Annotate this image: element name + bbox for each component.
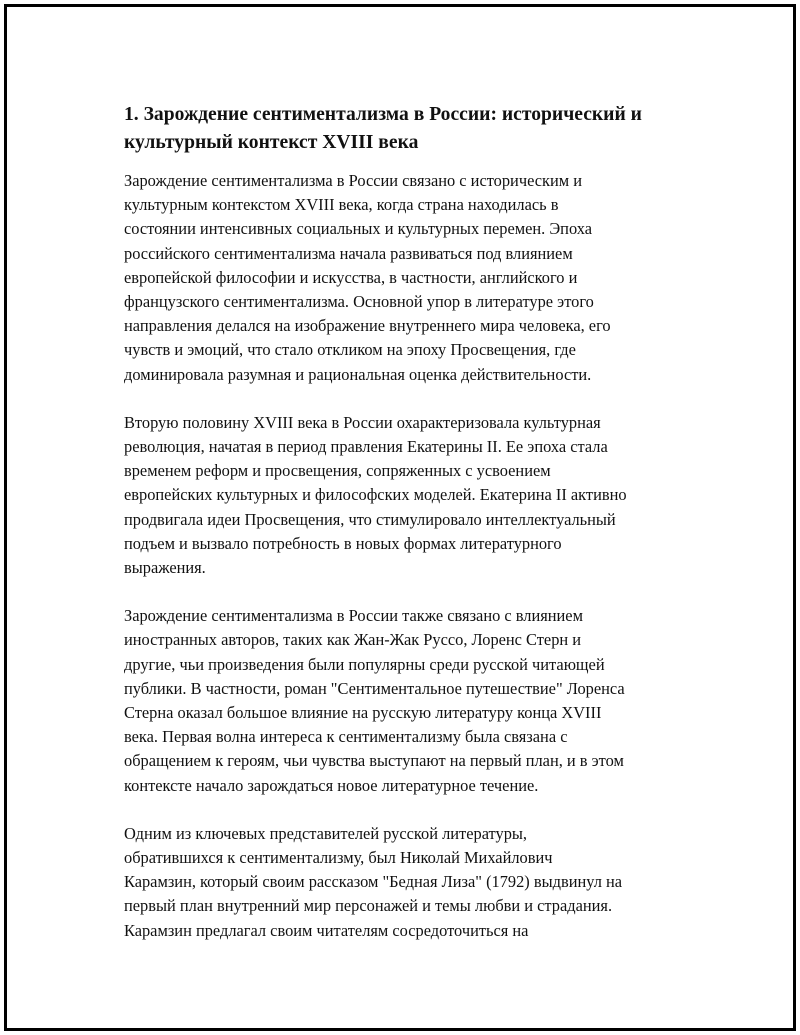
section-heading — [124, 101, 694, 157]
text-line: европейской философии и искусства, в частности, английского и — [124, 267, 578, 287]
paragraph-3 — [124, 604, 694, 798]
text-line: публики. В частности, роман "Сентиментальное путешествие" Лоренса — [124, 678, 625, 698]
text-line: российского сентиментализма начала развиваться под влиянием — [124, 243, 573, 263]
document-content — [124, 101, 694, 967]
text-line: иностранных авторов, таких как Жан-Жак Руссо, Лоренс Стерн и — [124, 630, 582, 650]
text-line: Одним из ключевых представителей русской литературы, — [124, 823, 527, 843]
text-line: культурным контекстом XVIII века, когда страна находилась в — [124, 195, 559, 215]
text-line: европейских культурных и философских моделей. Екатерина II активно — [124, 485, 627, 505]
heading-line: культурный контекст XVIII века — [124, 132, 419, 153]
text-line: чувств и эмоций, что стало откликом на эпоху Просвещения, где — [124, 340, 576, 360]
paragraph-1 — [124, 169, 694, 387]
text-line: контексте начало зарождаться новое литературное течение. — [124, 775, 539, 795]
text-line: Зарождение сентиментализма в России также связано с влиянием — [124, 606, 583, 626]
text-line: Карамзин, который своим рассказом "Бедная Лиза" (1792) выдвинул на — [124, 872, 623, 892]
text-line: продвигала идеи Просвещения, что стимулировало интеллектуальный — [124, 509, 616, 529]
paragraph-2 — [124, 411, 694, 580]
heading-line: 1. Зарождение сентиментализма в России: исторический и — [124, 104, 642, 125]
text-line: Вторую половину XVIII века в России охарактеризовала культурная — [124, 412, 601, 432]
text-line: Карамзин предлагал своим читателям сосредоточиться на — [124, 920, 529, 940]
text-line: Стерна оказал большое влияние на русскую литературу конца XVIII — [124, 703, 602, 723]
text-line: первый план внутренний мир персонажей и темы любви и страдания. — [124, 896, 613, 916]
text-line: направления делался на изображение внутреннего мира человека, его — [124, 316, 611, 336]
page-frame — [4, 4, 796, 1031]
text-line: временем реформ и просвещения, сопряженных с усвоением — [124, 461, 551, 481]
text-line: доминировала разумная и рациональная оценка действительности. — [124, 364, 592, 384]
text-line: революция, начатая в период правления Екатерины II. Ее эпоха стала — [124, 437, 608, 457]
text-line: обращением к героям, чьи чувства выступают на первый план, и в этом — [124, 751, 624, 771]
text-line: другие, чьи произведения были популярны среди русской читающей — [124, 654, 605, 674]
text-line: французского сентиментализма. Основной упор в литературе этого — [124, 292, 594, 312]
text-line: обратившихся к сентиментализму, был Николай Михайлович — [124, 848, 553, 868]
paragraph-4 — [124, 822, 694, 943]
text-line: века. Первая волна интереса к сентиментализму была связана с — [124, 727, 568, 747]
text-line: Зарождение сентиментализма в России связано с историческим и — [124, 171, 583, 190]
text-line: выражения. — [124, 558, 206, 578]
text-line: состоянии интенсивных социальных и культурных перемен. Эпоха — [124, 219, 592, 239]
text-line: подъем и вызвало потребность в новых формах литературного — [124, 533, 562, 553]
